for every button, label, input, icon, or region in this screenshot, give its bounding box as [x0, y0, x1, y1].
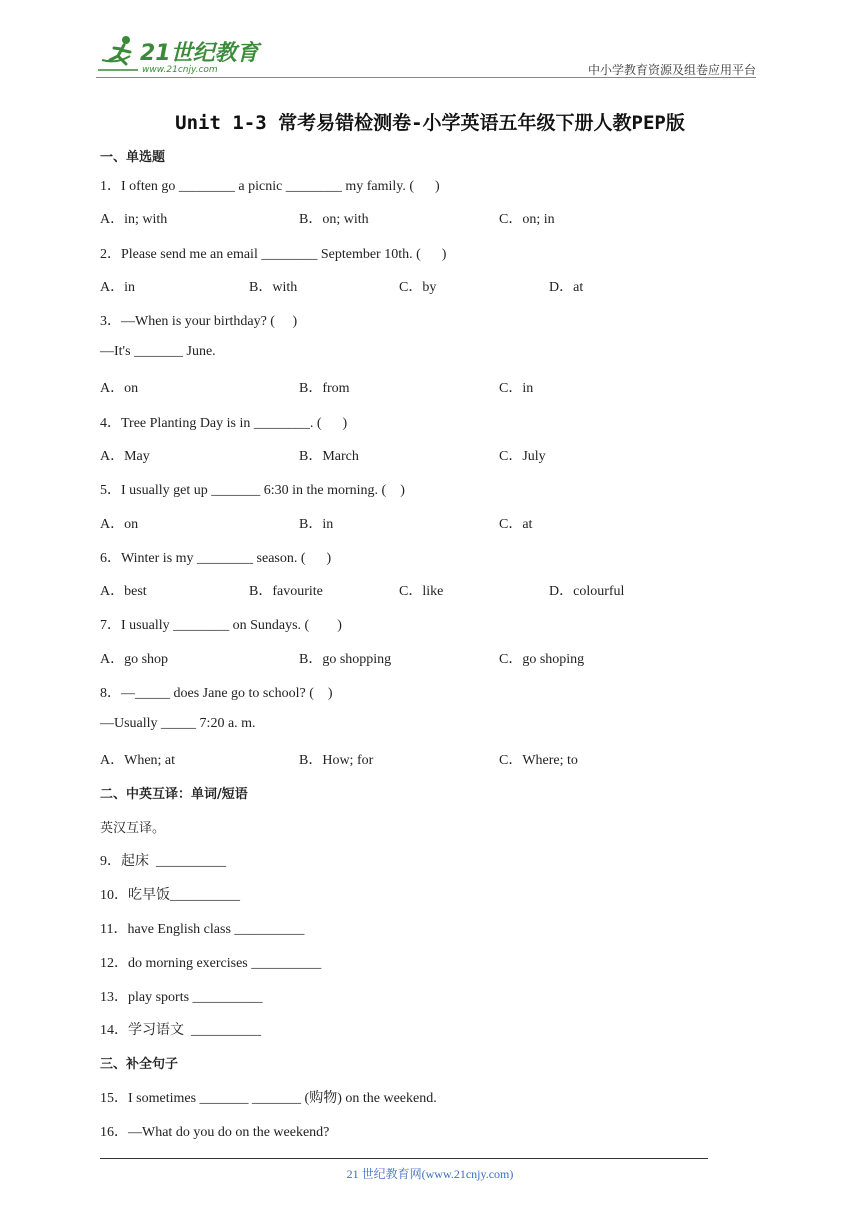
page-title: Unit 1-3 常考易错检测卷-小学英语五年级下册人教PEP版: [175, 112, 685, 134]
section-instruction: 英汉互译。: [100, 821, 166, 836]
option-c: C．in: [499, 381, 534, 396]
svg-text:21世纪教育: 21世纪教育: [140, 41, 259, 66]
option-b: B．go shopping: [299, 652, 392, 667]
header-divider: [96, 77, 756, 78]
question-stem: 16．—What do you do on the weekend?: [100, 1125, 330, 1140]
svg-text:www.21cnjy.com: www.21cnjy.com: [142, 65, 218, 75]
option-b: B．from: [299, 381, 350, 396]
question-stem: 13．play sports __________: [100, 990, 263, 1005]
section-heading: 三、补全句子: [100, 1057, 179, 1072]
section-heading: 二、中英互译：单词/短语: [100, 787, 248, 802]
option-c: C．July: [499, 449, 546, 464]
option-d: D．colourful: [549, 584, 625, 599]
option-a: A．on: [100, 381, 139, 396]
option-c: C．go shoping: [499, 652, 585, 667]
option-b: B．How; for: [299, 753, 374, 768]
question-stem: 10．吃早饭__________: [100, 888, 240, 903]
section-heading: 一、单选题: [100, 150, 166, 165]
option-c: C．on; in: [499, 212, 555, 227]
footer-divider: [100, 1158, 708, 1159]
option-a: A．best: [100, 584, 147, 599]
option-b: B．on; with: [299, 212, 369, 227]
question-stem: 15．I sometimes _______ _______ (购物) on the weekend.: [100, 1091, 437, 1106]
question-stem: 12．do morning exercises __________: [100, 956, 322, 971]
question-stem-line2: —Usually _____ 7:20 a. m.: [100, 716, 256, 731]
question-stem: 2．Please send me an email ________ September 10th. ( ): [100, 247, 447, 262]
option-a: A．in; with: [100, 212, 168, 227]
question-stem: 6．Winter is my ________ season. ( ): [100, 551, 332, 566]
option-c: C．like: [399, 584, 444, 599]
question-stem: 14．学习语文 __________: [100, 1023, 261, 1038]
page-header: [96, 34, 756, 80]
option-b: B．with: [249, 280, 298, 295]
option-b: B．favourite: [249, 584, 323, 599]
option-a: A．When; at: [100, 753, 176, 768]
question-stem: 7．I usually ________ on Sundays. ( ): [100, 618, 342, 633]
page-footer: 21 世纪教育网(www.21cnjy.com): [346, 1167, 514, 1181]
question-stem: 8．—_____ does Jane go to school? ( ): [100, 686, 333, 701]
question-stem: 3．—When is your birthday? ( ): [100, 314, 298, 329]
logo: [96, 34, 266, 76]
question-stem: 9．起床 __________: [100, 854, 226, 869]
option-c: C．by: [399, 280, 437, 295]
option-a: A．May: [100, 449, 150, 464]
platform-name: 中小学教育资源及组卷应用平台: [587, 63, 756, 77]
option-a: A．on: [100, 517, 139, 532]
option-a: A．go shop: [100, 652, 169, 667]
option-c: C．Where; to: [499, 753, 578, 768]
question-stem: 4．Tree Planting Day is in ________. ( ): [100, 416, 348, 431]
option-b: B．in: [299, 517, 334, 532]
option-b: B．March: [299, 449, 359, 464]
question-stem: 1．I often go ________ a picnic ________ my family. ( ): [100, 179, 440, 194]
question-stem: 5．I usually get up _______ 6:30 in the morning. ( ): [100, 483, 405, 498]
question-stem: 11．have English class __________: [100, 922, 305, 937]
option-c: C．at: [499, 517, 533, 532]
option-d: D．at: [549, 280, 584, 295]
option-a: A．in: [100, 280, 135, 295]
question-stem-line2: —It's _______ June.: [100, 344, 216, 359]
